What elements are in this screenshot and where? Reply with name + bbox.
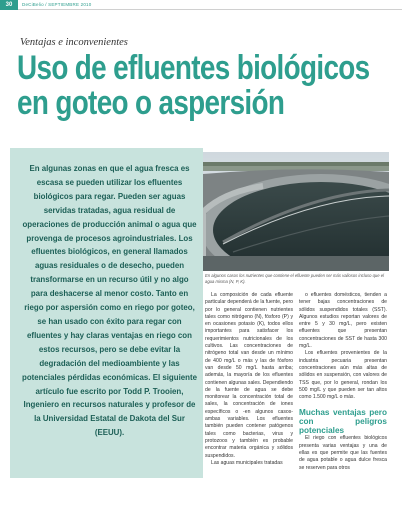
body-paragraph: La composición de cada efluente particular dependerá de la fuente, pero por lo general contienen nutrientes tales como nitrógeno (N), fósforo (P) y en ocasiones potasio (K), todos ellos importantes para satisfacer los requerimientos nutricionales de los cultivos. Las concentraciones de nitrógeno total van desde un mínimo de 400 mg/L o más y las de fósforo van desde 50 mg/L hasta arriba; además, la mayoría de los efluentes contienen algunas sales. Dependiendo de la fuente de agua se debe monitorear la concentración total de sales, la concentración de iones específicos o -en algunos casos- ambas variables. Los efluentes también pueden contener patógenos tales como bacterias, virus y protozoos y también es probable encontrar materia orgánica y sólidos suspendidos. [205, 292, 293, 459]
article-title [17, 49, 370, 122]
title-line-1: Uso de efluentes biológicos [17, 49, 370, 87]
body-column-1 [205, 292, 293, 467]
title-line-2: en goteo o aspersión [17, 84, 285, 122]
body-paragraph: Las aguas municipales tratadas [211, 459, 283, 466]
running-head: DeCiBelio / SEPTIEMBRE 2010 [22, 2, 92, 7]
page-number: 30 [0, 0, 18, 10]
photo-caption: En algunos casos los nutrientes que contiene el efluente pueden ser más valiosos incluso que el agua misma (N, P, K). [205, 273, 385, 284]
body-column-2 [299, 292, 387, 472]
body-paragraph: Los efluentes provenientes de la industria pecuaria presentan concentraciones aún más altas de sólidos en suspensión, con valores de TSS que, por lo general, rondan los 500 mg/L y que pueden ser tan altos como 1.500 mg/L o más. [299, 350, 387, 401]
photo-illustration [203, 152, 389, 271]
article-kicker: Ventajas e inconvenientes [20, 37, 128, 48]
body-paragraph: o efluentes domésticos, tienden a tener bajas concentraciones de sólidos suspendidos totales (SST). Algunos estudios reportan valores de entre 5 y 30 mg/L, pero existen efluentes que presentan concentraciones de SST de hasta 300 mg/L. [299, 292, 387, 350]
intro-text: En algunas zonas en que el agua fresca es escasa se pueden utilizar los efluentes biológicos para regar. Pueden ser aguas servidas tratadas, agua residual de operaciones de producción animal o agua que provenga de procesos agroindustriales. Los efluentes biológicos, en general llamados aguas residuales o de desecho, pueden transformarse en un recurso útil y no algo para deshacerse al menor costo. Tanto en riego por aspersión como en riego por goteo, se han usado con éxito para regar con efluentes y hay claras ventajas en riego con estos recursos, pero se debe evitar la degradación del medioambiente y las potenciales pérdidas económicas. El siguiente artículo fue escrito por Todd P. Trooien, Ingeniero en recursos naturales y profesor de la Universidad Estatal de Dakota del Sur (EEUU). [22, 164, 197, 438]
clarifier-tank-photo [203, 152, 389, 271]
body-paragraph: El riego con efluentes biológicos presenta varias ventajas y una de ellas es que permite que las fuentes de agua potable o agua dulce fresca se reserven para otros [299, 435, 387, 471]
section-subhead: Muchas ventajas pero con peligros potenciales [299, 408, 387, 436]
